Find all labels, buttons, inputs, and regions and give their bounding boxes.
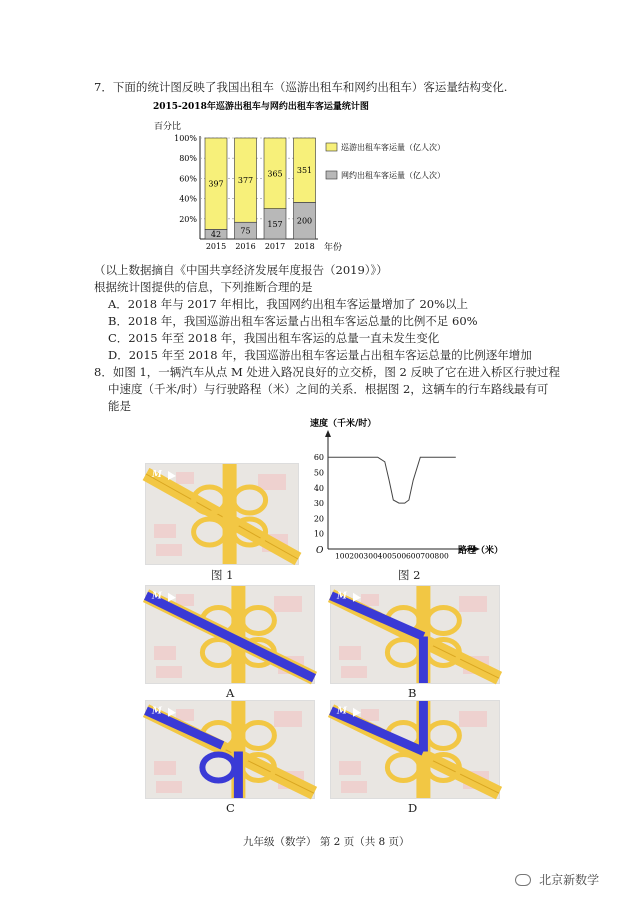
direction-arrow	[168, 708, 176, 717]
city-block	[341, 666, 367, 678]
option-a-map[interactable]	[145, 585, 315, 684]
y-tick-label: 20	[313, 514, 324, 524]
x-axis-label: 路程（米）	[458, 546, 504, 556]
option-c-label: C	[226, 801, 235, 815]
y-tick-label: 60	[313, 453, 324, 463]
q7-option-d: D．2015 年至 2018 年，我国巡游出租车客运量占出租车客运总量的比例逐年增加	[108, 348, 532, 362]
x-tick-label: 100	[335, 551, 350, 561]
x-tick-label: 700	[420, 551, 435, 561]
x-tick-label: 2018	[294, 242, 315, 251]
y-tick-label: 40	[313, 483, 324, 493]
data-label-cruise: 351	[296, 166, 313, 176]
city-block	[154, 524, 176, 538]
q7-option-c: C．2015 年至 2018 年，我国出租车客运的总量一直未发生变化	[108, 331, 440, 345]
city-block	[274, 596, 302, 612]
point-m-label: M	[337, 591, 347, 602]
y-tick-label: 20%	[179, 214, 197, 224]
figure-1-map	[145, 463, 299, 565]
point-m-label: M	[152, 706, 162, 717]
speed-distance-graph	[300, 412, 504, 562]
cloverleaf-loop	[234, 487, 266, 513]
city-block	[176, 472, 194, 484]
stacked-bar-chart	[150, 98, 450, 258]
chart-title: 2015-2018年巡游出租车与网约出租车客运量统计图	[153, 102, 369, 112]
city-block	[156, 544, 182, 556]
option-d-map[interactable]	[330, 700, 500, 799]
direction-arrow	[168, 593, 176, 602]
y-tick-label: 80%	[179, 154, 197, 164]
city-block	[274, 711, 302, 727]
cloverleaf-loop	[387, 754, 419, 780]
cloverleaf-loop	[427, 607, 459, 633]
watermark-text: 北京新数学	[539, 873, 600, 887]
y-tick-label: 30	[313, 499, 324, 509]
data-label-online: 42	[210, 230, 222, 240]
option-b-map[interactable]	[330, 585, 500, 684]
y-tick-label: 10	[313, 529, 324, 539]
option-b-label: B	[408, 686, 417, 700]
x-tick-label: 300	[363, 551, 378, 561]
legend-swatch	[326, 143, 337, 151]
data-label-online: 157	[267, 219, 283, 229]
city-block	[341, 781, 367, 793]
cloverleaf-loop	[387, 639, 419, 665]
city-block	[339, 646, 361, 660]
y-axis-label: 速度（千米/时）	[310, 419, 377, 429]
legend-swatch	[326, 171, 337, 179]
y-tick-label: 50	[313, 468, 324, 478]
city-block	[339, 761, 361, 775]
speed-curve	[328, 457, 456, 503]
city-block	[459, 711, 487, 727]
x-tick-label: 2015	[205, 242, 227, 251]
data-label-cruise: 365	[267, 169, 283, 179]
x-tick-label: 200	[349, 551, 364, 561]
point-m-label: M	[152, 470, 162, 480]
point-m-label: M	[152, 591, 162, 602]
option-c-map[interactable]	[145, 700, 315, 799]
city-block	[258, 474, 286, 490]
legend-label: 网约出租车客运量（亿人次）	[341, 171, 445, 180]
figure-2-label: 图 2	[398, 568, 421, 582]
data-label-online: 75	[240, 226, 251, 236]
x-tick-label: 600	[406, 551, 421, 561]
x-tick-label: 2016	[235, 242, 256, 251]
city-block	[154, 646, 176, 660]
cloverleaf-loop	[427, 722, 459, 748]
cloverleaf-loop	[242, 722, 274, 748]
x-tick-label: 500	[391, 551, 407, 561]
y-tick-label: 40%	[179, 194, 197, 204]
q7-stem: 7．下面的统计图反映了我国出租车（巡游出租车和网约出租车）客运量结构变化.	[94, 80, 508, 94]
city-block	[156, 666, 182, 678]
legend-label: 巡游出租车客运量（亿人次）	[341, 143, 445, 152]
q7-prompt: 根据统计图提供的信息，下列推断合理的是	[94, 280, 313, 294]
point-m-label: M	[337, 706, 347, 717]
y-axis-label: 百分比	[154, 122, 182, 132]
city-block	[156, 781, 182, 793]
figure-1-label: 图 1	[211, 568, 234, 582]
cloverleaf-loop	[202, 639, 234, 665]
route-highlight	[202, 754, 234, 780]
y-tick-label: 60%	[179, 174, 197, 184]
data-label-cruise: 397	[208, 179, 224, 189]
q7-source: （以上数据摘自《中国共享经济发展年度报告（2019）》）	[94, 263, 388, 277]
option-a-label: A	[226, 686, 235, 700]
data-label-online: 200	[296, 216, 313, 226]
data-label-cruise: 377	[237, 176, 254, 186]
q7-option-a: A．2018 年与 2017 年相比，我国网约出租车客运量增加了 20%以上	[108, 297, 469, 311]
page-footer: 九年级（数学） 第 2 页（共 8 页）	[243, 836, 410, 848]
direction-arrow	[353, 708, 361, 717]
q8-line-2: 中速度（千米/时）与行驶路程（米）之间的关系．根据图 2，这辆车的行车路线最有可	[108, 382, 549, 396]
city-block	[459, 596, 487, 612]
cloverleaf-loop	[194, 519, 226, 545]
y-tick-label: 100%	[174, 134, 197, 143]
wechat-icon	[515, 874, 531, 886]
x-tick-label: 800	[434, 551, 449, 561]
watermark	[515, 869, 599, 888]
y-arrow	[325, 430, 331, 437]
x-tick-label: 2017	[264, 242, 286, 251]
x-tick-label: 400	[377, 551, 392, 561]
city-block	[154, 761, 176, 775]
direction-arrow	[353, 593, 361, 602]
q7-option-b: B．2018 年，我国巡游出租车客运量占出租车客运总量的比例不足 60%	[108, 314, 478, 328]
x-axis-label: 年份	[324, 243, 343, 253]
q8-line-1: 8．如图 1，一辆汽车从点 M 处进入路况良好的立交桥，图 2 反映了它在进入桥区行驶过程	[94, 365, 560, 379]
direction-arrow	[168, 471, 176, 480]
origin-label: O	[316, 546, 324, 556]
q8-line-3: 能是	[108, 399, 131, 413]
option-d-label: D	[408, 801, 418, 815]
cloverleaf-loop	[242, 607, 274, 633]
